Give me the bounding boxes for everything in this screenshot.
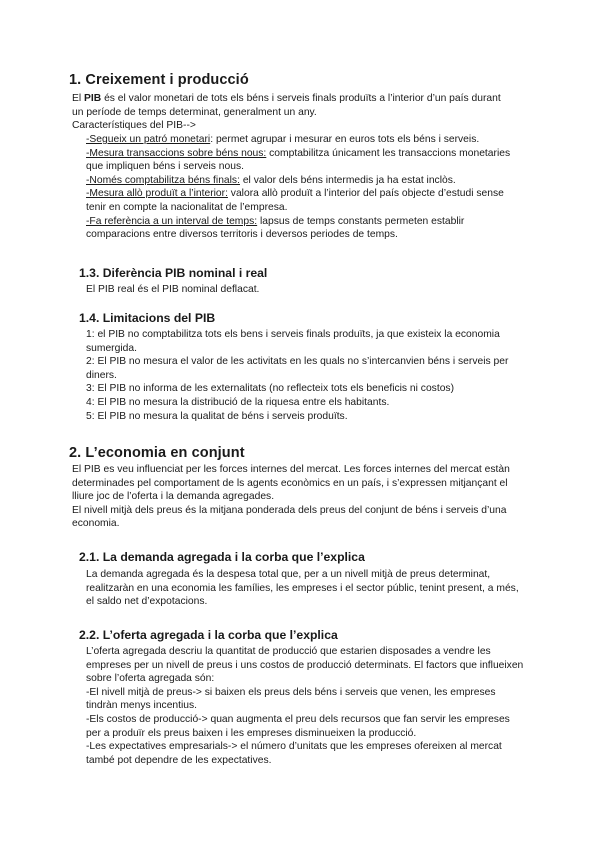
subsection-2-2-title: 2.2. L’oferta agregada i la corba que l’explica [79, 628, 338, 642]
subsection-2-1-title: 2.1. La demanda agregada i la corba que l’explica [79, 550, 365, 564]
list-item: 3: El PIB no informa de les externalitats (no reflecteix tots els beneficis ni costos) [86, 383, 454, 395]
list-item-text: lapsus de temps constants permeten establir comparacions entre diversos territoris i deversos periodes de temps. [86, 215, 465, 241]
list-item [86, 187, 526, 214]
limitacions-list [86, 328, 526, 423]
section-2-title: 2. L’economia en conjunt [69, 445, 245, 461]
subsection-1-4-title: 1.4. Limitacions del PIB [79, 311, 216, 325]
section-1-intro [72, 92, 512, 133]
list-item [86, 133, 526, 147]
list-item [86, 215, 526, 242]
list-item-text: comptabilitza únicament les transaccions monetaries que impliquen béns i serveis nous. [86, 147, 511, 173]
subsection-1-3-text [86, 283, 526, 297]
intro-pib-bold: PIB [84, 93, 102, 104]
list-item: 4: El PIB no mesura la distribució de la riquesa entre els habitants. [86, 396, 390, 408]
paragraph: -Els costos de producció-> quan augmenta el preu dels recursos que fan servir les empreses per a produïr els preus baixen i les empreses disminueixen la producció. [86, 713, 510, 739]
caracteristiques-label: Característiques del PIB--> [72, 120, 196, 132]
intro-text-a: El [72, 93, 85, 104]
paragraph: -Les expectatives empresarials-> el número d’unitats que les empreses ofereixen al mercat també pot dependre de les expectatives. [86, 741, 502, 766]
paragraph: L’oferta agregada descriu la quantitat de producció que estarien disposades a vendre les empreses per un nivell de preus i uns costos de producció determinats. El factors que influeixen sobre l’oferta agregada són: [86, 646, 524, 685]
intro-text-c: és el valor monetari de tots els béns i serveis finals produïts a l’interior d’un país durant un període de temps determinat, generalment un any. [72, 93, 501, 118]
section-2-text [72, 463, 512, 531]
list-item-heading: -Fa referència a un interval de temps: [86, 215, 258, 227]
list-item-heading: -Mesura allò produït a l’interior: [86, 188, 228, 200]
section-1-title: 1. Creixement i producció [69, 72, 249, 88]
caracteristiques-list [86, 133, 526, 242]
subsection-1-3-title: 1.3. Diferència PIB nominal i real [79, 266, 268, 280]
subsection-2-1-text [86, 568, 526, 609]
list-item: 5: El PIB no mesura la qualitat de béns i serveis produïts. [86, 410, 348, 422]
paragraph: El PIB es veu influenciat per les forces internes del mercat. Les forces internes del mercat estàn determinades pel comportament de ls agents econòmics en un país, i s’expressen mitjançant el lliure joc de l’oferta i la demanda agregades. [72, 464, 510, 503]
list-item-heading: -Només comptabilitza béns finals: [86, 174, 240, 186]
list-item-text: el valor dels béns intermedis ja ha estat inclòs. [239, 174, 456, 186]
list-item: 2: El PIB no mesura el valor de les activitats en les quals no s’intercanvien béns i serveis per diners. [86, 356, 509, 381]
paragraph: El nivell mitjà dels preus és la mitjana ponderada dels preus del conjunt de béns i serveis d’una economia. [72, 504, 507, 530]
list-item-text: valora allò produït a l’interior del país objecte d’estudi sense tenir en compte la nacionalitat de l’empresa. [86, 188, 504, 213]
paragraph: El PIB real és el PIB nominal deflacat. [86, 284, 260, 295]
list-item [86, 147, 526, 174]
list-item-text: : permet agrupar i mesurar en euros tots els béns i serveis. [210, 134, 480, 145]
subsection-2-2-text [86, 645, 526, 767]
list-item-heading: -Mesura transaccions sobre béns nous: [86, 147, 267, 159]
list-item [86, 174, 526, 188]
list-item: 1: el PIB no comptabilitza tots els bens i serveis finals produïts, ja que existeix la economia sumergida. [86, 329, 500, 354]
paragraph: -El nivell mitjà de preus-> si baixen els preus dels béns i serveis que venen, les empreses tindràn menys incentius. [86, 686, 496, 712]
paragraph: La demanda agregada és la despesa total que, per a un nivell mitjà de preus determinat, realitzaràn en una economia les famílies, les empreses i el sector públic, tenint present, a més, el saldo net d’expotacions. [86, 569, 519, 608]
list-item-heading: -Segueix un patró monetari [86, 134, 211, 145]
